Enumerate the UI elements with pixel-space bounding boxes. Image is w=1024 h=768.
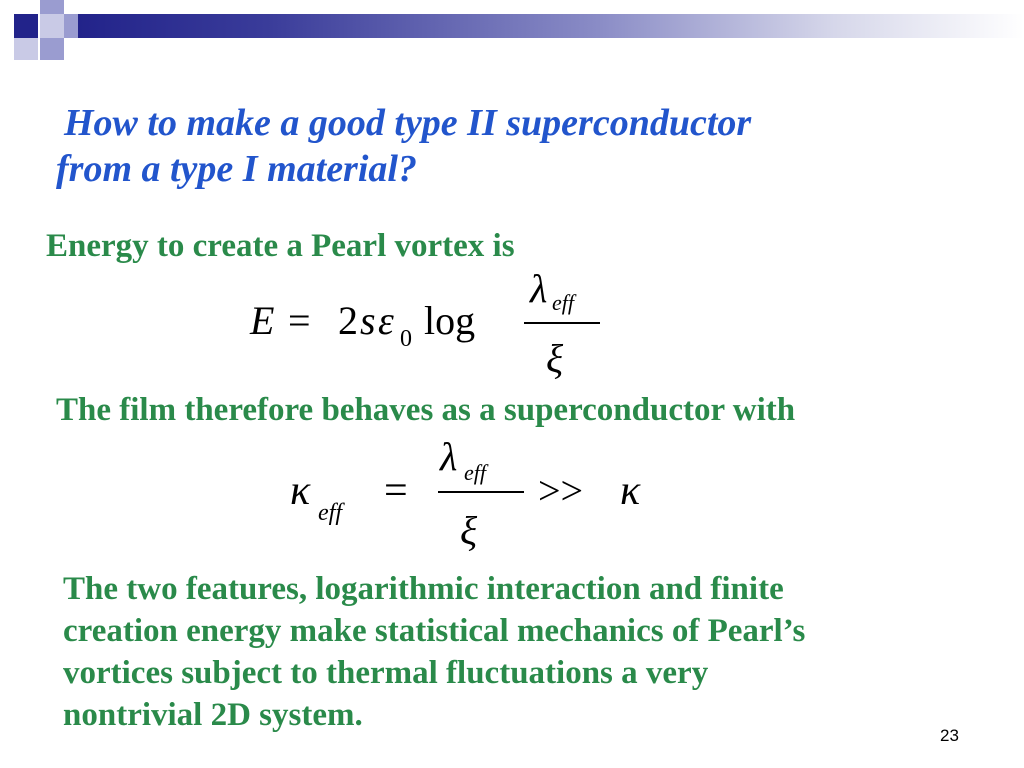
eq-kappa-lambda-sub: eff [464, 460, 486, 485]
eq-kappa-xi: ξ [460, 508, 478, 553]
eq-energy-log: log [424, 298, 476, 343]
energy-equation [240, 268, 620, 388]
eq-energy-lhs: E [250, 298, 275, 343]
eq-energy-lambda: λ [530, 268, 548, 311]
title-line-1: How to make a good type II superconductor [64, 102, 752, 144]
eq-kappa-lhs-sub: eff [318, 500, 342, 526]
eq-energy-coef: 2 [338, 298, 358, 343]
header-square-2 [40, 0, 64, 14]
eq-energy-xi: ξ [546, 336, 564, 381]
paragraph-line-1: The two features, logarithmic interaction and finite [63, 571, 784, 607]
eq-energy-s: s [360, 298, 376, 343]
middle-text: The film therefore behaves as a superconductor with [56, 392, 796, 428]
eq-kappa-lambda: λ [440, 434, 458, 479]
eq-kappa-rhs: κ [620, 468, 641, 514]
header-gradient-bar [78, 14, 1024, 38]
eq-energy-equals: = [288, 298, 311, 343]
conclusion-paragraph [63, 568, 983, 736]
header-square-6 [40, 38, 64, 60]
kappa-equation [280, 430, 680, 560]
eq-energy-epsilon: ε [378, 298, 394, 343]
slide-number: 23 [940, 726, 959, 745]
paragraph-line-2: creation energy make statistical mechanics of Pearl’s [63, 613, 806, 649]
header-square-4 [64, 14, 78, 38]
paragraph-line-4: nontrivial 2D system. [63, 697, 363, 733]
slide-title [56, 100, 956, 192]
eq-kappa-lhs: κ [290, 468, 311, 514]
eq-energy-lambda-sub: eff [552, 290, 574, 315]
paragraph-line-3: vortices subject to thermal fluctuations a very [63, 655, 709, 691]
eq-kappa-equals: = [384, 468, 408, 514]
eq-energy-sub-zero: 0 [400, 326, 412, 352]
intro-text: Energy to create a Pearl vortex is [46, 228, 515, 264]
header-square-3 [40, 14, 64, 38]
title-line-2: from a type I material? [56, 148, 417, 190]
eq-kappa-much-greater: >> [538, 468, 584, 513]
header-square-1 [14, 14, 38, 38]
header-square-5 [14, 38, 38, 60]
